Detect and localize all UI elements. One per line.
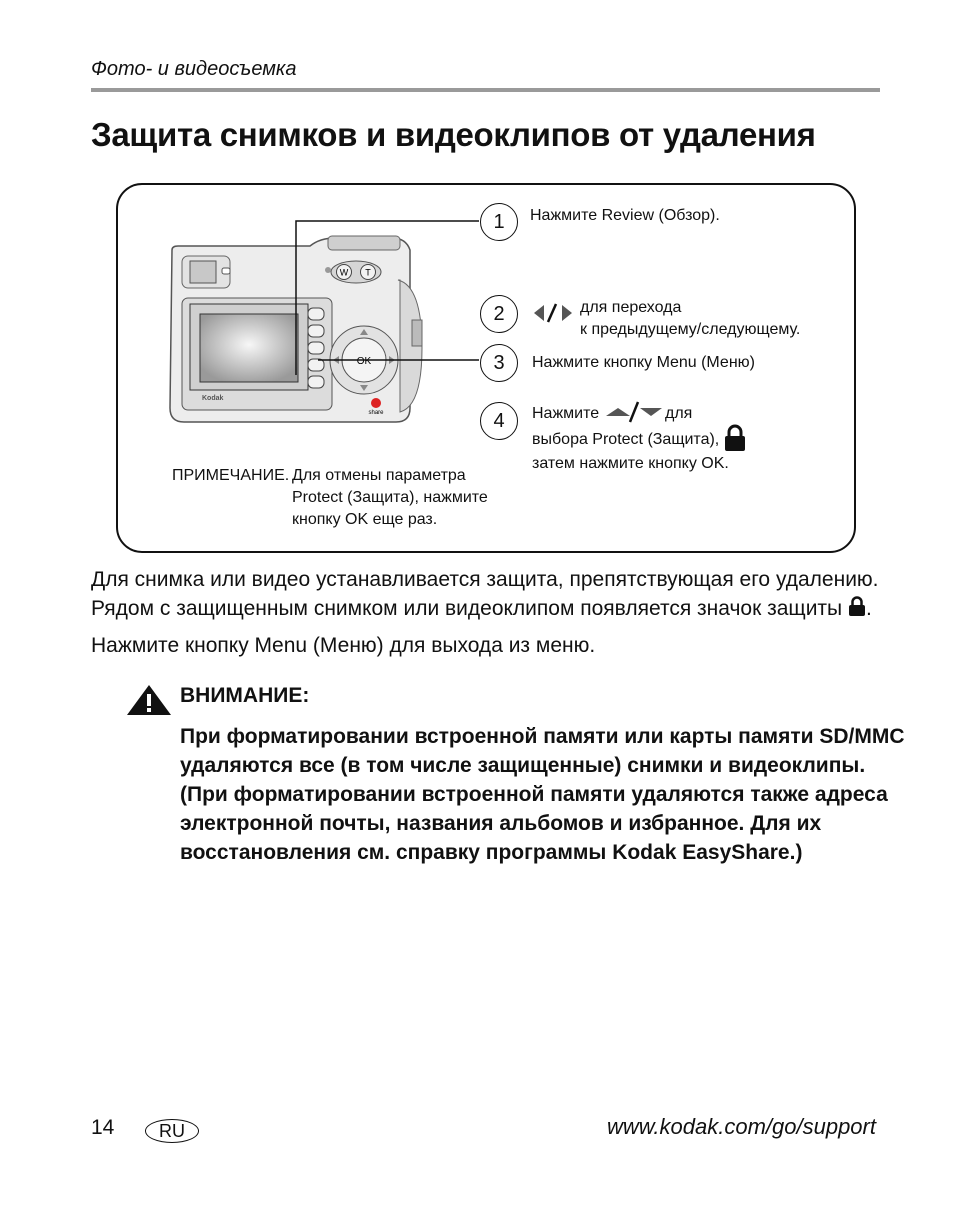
header-divider [91,88,880,92]
body-paragraph-1-text: Рядом с защищенным снимком или видеоклипом появляется значок защиты [91,597,843,620]
page-title: Защита снимков и видеоклипов от удаления [91,116,816,153]
step-2-line2: к предыдущему/следующему. [580,321,801,338]
page-number: 14 [91,1116,115,1139]
language-badge: RU [145,1119,199,1143]
body-paragraph-1-period: . [865,597,872,620]
svg-text:W: W [339,267,349,278]
step-2-line1: для перехода [580,299,682,316]
warning-line: (При форматировании встроенной памяти удаляются также адреса [180,783,888,806]
warning-line: электронной почты, названия альбомов и избранное. Для их [180,812,822,835]
warning-line: При форматировании встроенной памяти или карты памяти SD/MMC [180,725,905,748]
note-line2: Protect (Защита), нажмите [292,489,488,506]
support-url[interactable]: www.kodak.com/go/support [606,1114,876,1139]
step-1-text: Нажмите Review (Обзор). [530,207,720,224]
warning-body [180,722,905,867]
step-3-number: 3 [480,344,518,382]
step-4-line1-post: для [665,405,693,422]
step-3-text: Нажмите кнопку Menu (Меню) [532,354,755,371]
body-paragraph-2: Нажмите кнопку Menu (Меню) для выхода из меню. [91,634,596,657]
warning-title: ВНИМАНИЕ: [180,684,310,707]
step-4-line2: выбора Protect (Защита), [532,431,720,448]
protect-lock-icon [848,595,866,617]
left-right-arrows-icon [532,302,574,324]
warning-line: восстановления см. справку программы Kodak EasyShare.) [180,841,803,864]
share-label: share [368,410,384,416]
camera-brand-label: Kodak [202,395,224,402]
step-4-line1-pre: Нажмите [532,405,600,422]
svg-text:T: T [365,267,371,278]
lock-icon [723,424,747,452]
note-label: ПРИМЕЧАНИЕ. [172,467,290,484]
step-2-number: 2 [480,295,518,333]
step-4-line3: затем нажмите кнопку OK. [532,455,729,472]
note-line3: кнопку OK еще раз. [292,511,438,528]
step-1-number: 1 [480,203,518,241]
callout-lines [290,215,490,375]
warning-line: удаляются все (в том числе защищенные) снимки и видеоклипы. [180,754,866,777]
note-line1: Для отмены параметра [292,467,466,484]
body-paragraph-1-line1: Для снимка или видео устанавливается защита, препятствующая его удалению. [91,568,879,591]
warning-icon [126,684,172,716]
ok-label: OK [356,356,372,367]
section-header: Фото- и видеосъемка [91,58,297,80]
step-4-number: 4 [480,402,518,440]
up-down-arrows-icon [604,400,664,424]
body-paragraph-1-line2 [91,595,872,623]
